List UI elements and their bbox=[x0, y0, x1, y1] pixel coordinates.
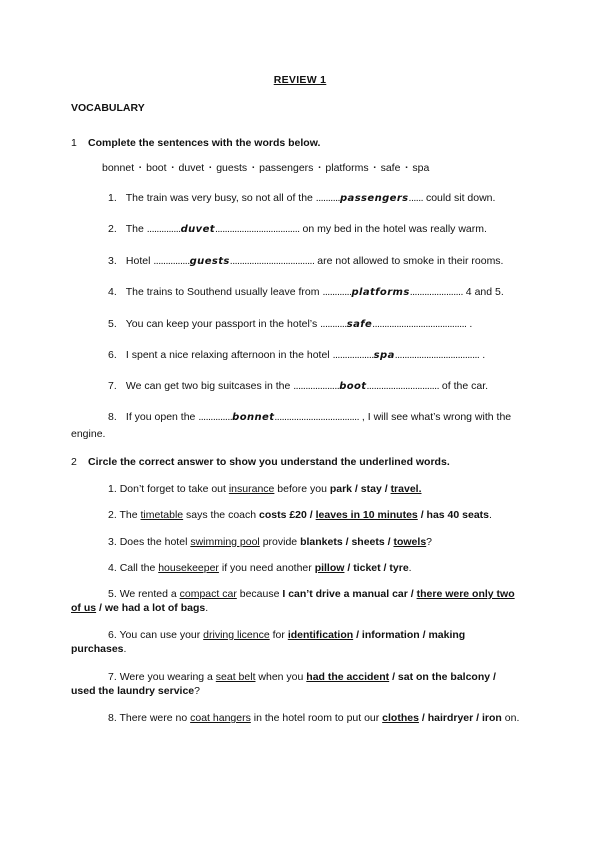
sentence-text: I spent a nice relaxing afternoon in the hotel bbox=[125, 349, 333, 361]
question-text: Were you wearing a bbox=[119, 671, 216, 683]
sentence-5 bbox=[108, 318, 472, 330]
answer-option-selected[interactable]: identification bbox=[287, 629, 354, 641]
answer-option[interactable]: sheets bbox=[351, 536, 385, 548]
exercise-instruction: Circle the correct answer to show you understand the underlined words. bbox=[88, 456, 450, 468]
answer-option[interactable]: stay bbox=[360, 483, 382, 495]
answer-option[interactable]: costs £20 bbox=[259, 509, 307, 521]
answer-option[interactable]: iron bbox=[482, 712, 502, 724]
filled-answer: platforms bbox=[351, 287, 410, 298]
blank-dots: ................................... bbox=[214, 223, 300, 235]
option-separator: / bbox=[473, 712, 482, 724]
item-number: 5. bbox=[108, 588, 117, 600]
underlined-word: coat hangers bbox=[190, 712, 251, 724]
filled-answer: bonnet bbox=[232, 412, 275, 423]
question-8 bbox=[71, 711, 521, 725]
question-1 bbox=[71, 482, 521, 496]
sentence-7 bbox=[108, 380, 488, 392]
item-number: 2. bbox=[108, 509, 117, 521]
blank-dots: ................................... bbox=[229, 255, 315, 267]
sentence-text: 4 and 5. bbox=[462, 286, 504, 298]
blank-dots: ...................... bbox=[409, 286, 463, 298]
item-number: 3. bbox=[108, 255, 117, 267]
question-text: for bbox=[269, 629, 288, 641]
answer-option-selected[interactable]: there were only two of us bbox=[71, 588, 515, 614]
question-text: Call the bbox=[119, 562, 159, 574]
answer-option[interactable]: sat on the balcony bbox=[397, 671, 491, 683]
sentence-text: are not allowed to smoke in their rooms. bbox=[314, 255, 504, 267]
underlined-word: driving licence bbox=[203, 629, 270, 641]
answer-option-selected[interactable]: leaves in 10 minutes bbox=[315, 509, 418, 521]
sentence-1 bbox=[108, 192, 495, 204]
blank-dots: ................. bbox=[332, 349, 374, 361]
filled-answer: safe bbox=[346, 319, 373, 330]
sentence-text: Hotel bbox=[125, 255, 154, 267]
question-text: The bbox=[119, 509, 141, 521]
question-text: ? bbox=[426, 536, 433, 548]
word-bank-separator: ▪ bbox=[209, 165, 212, 172]
sentence-8 bbox=[108, 411, 511, 423]
answer-option[interactable]: hairdryer bbox=[427, 712, 474, 724]
sentence-text: The bbox=[125, 223, 147, 235]
sentence-3 bbox=[108, 255, 503, 267]
question-4 bbox=[71, 561, 521, 575]
option-separator: / bbox=[389, 671, 398, 683]
underlined-word: compact car bbox=[179, 588, 237, 600]
item-number: 4. bbox=[108, 286, 117, 298]
word-bank-word: platforms bbox=[325, 162, 369, 174]
item-number: 8. bbox=[108, 712, 117, 724]
sentence-text: The train was very busy, so not all of the bbox=[125, 192, 316, 204]
word-bank-word: guests bbox=[216, 162, 248, 174]
exercise-number: 1 bbox=[71, 137, 77, 149]
filled-answer: spa bbox=[373, 350, 395, 361]
question-text: when you bbox=[255, 671, 307, 683]
blank-dots: ........... bbox=[320, 318, 347, 330]
question-text: provide bbox=[259, 536, 301, 548]
item-number: 7. bbox=[108, 380, 117, 392]
item-number: 4. bbox=[108, 562, 117, 574]
word-bank-word: bonnet bbox=[102, 162, 135, 174]
answer-option-selected[interactable]: had the accident bbox=[306, 671, 390, 683]
sentence-text: If you open the bbox=[125, 411, 199, 423]
word-bank-word: duvet bbox=[178, 162, 205, 174]
blank-dots: ................... bbox=[293, 380, 340, 392]
option-separator: / bbox=[490, 671, 496, 683]
option-separator: / bbox=[419, 629, 429, 641]
option-separator: / bbox=[352, 483, 361, 495]
question-text: Does the hotel bbox=[119, 536, 191, 548]
question-text: There were no bbox=[119, 712, 191, 724]
question-text: before you bbox=[274, 483, 330, 495]
word-bank-separator: ▪ bbox=[373, 165, 376, 172]
word-bank-word: spa bbox=[412, 162, 430, 174]
filled-answer: boot bbox=[339, 381, 367, 392]
item-number: 6. bbox=[108, 629, 117, 641]
question-text: because bbox=[236, 588, 283, 600]
section-heading: VOCABULARY bbox=[71, 102, 145, 114]
question-text: You can use your bbox=[119, 629, 204, 641]
blank-dots: .......... bbox=[315, 192, 340, 204]
word-bank-word: safe bbox=[380, 162, 401, 174]
question-text: says the coach bbox=[183, 509, 259, 521]
answer-option[interactable]: blankets bbox=[300, 536, 343, 548]
question-text: . bbox=[489, 509, 492, 521]
exercise-1-heading bbox=[71, 137, 320, 149]
blank-dots: ...... bbox=[408, 192, 424, 204]
underlined-word: housekeeper bbox=[158, 562, 219, 574]
underlined-word: timetable bbox=[140, 509, 184, 521]
sentence-8-continuation: engine. bbox=[71, 428, 106, 440]
question-text: . bbox=[205, 602, 209, 614]
item-number: 1. bbox=[108, 192, 117, 204]
option-separator: / bbox=[417, 509, 427, 521]
sentence-text: . bbox=[479, 349, 486, 361]
sentence-text: , I will see what’s wrong with the bbox=[359, 411, 512, 423]
question-6 bbox=[71, 628, 521, 656]
question-2 bbox=[71, 508, 521, 522]
question-text: We rented a bbox=[119, 588, 180, 600]
filled-answer: duvet bbox=[180, 224, 215, 235]
answer-option[interactable]: I can’t drive a manual car bbox=[282, 588, 408, 600]
answer-option[interactable]: has 40 seats bbox=[426, 509, 490, 521]
item-number: 2. bbox=[108, 223, 117, 235]
question-text: if you need another bbox=[218, 562, 315, 574]
sentence-text: . bbox=[466, 318, 473, 330]
option-separator: / bbox=[418, 712, 428, 724]
answer-option[interactable]: park bbox=[329, 483, 353, 495]
sentence-text: on my bed in the hotel was really warm. bbox=[299, 223, 487, 235]
page-title: REVIEW 1 bbox=[273, 74, 327, 86]
word-bank-word: boot bbox=[146, 162, 167, 174]
blank-dots: ....................................... bbox=[372, 318, 467, 330]
item-number: 8. bbox=[108, 411, 117, 423]
answer-option-selected[interactable]: towels bbox=[393, 536, 427, 548]
question-3 bbox=[71, 535, 521, 549]
answer-option[interactable]: used the laundry service bbox=[71, 685, 195, 697]
blank-dots: .............................. bbox=[366, 380, 439, 392]
answer-option[interactable]: ticket bbox=[353, 562, 381, 574]
option-separator: / bbox=[353, 629, 362, 641]
blank-dots: ................................... bbox=[394, 349, 480, 361]
filled-answer: passengers bbox=[339, 193, 409, 204]
question-5 bbox=[71, 587, 521, 615]
item-number: 7. bbox=[108, 671, 117, 683]
sentence-6 bbox=[108, 349, 485, 361]
blank-dots: .............. bbox=[146, 223, 181, 235]
question-text: . bbox=[408, 562, 412, 574]
question-text: Don’t forget to take out bbox=[119, 483, 229, 495]
exercise-instruction: Complete the sentences with the words below. bbox=[88, 137, 321, 149]
option-separator: / bbox=[407, 588, 417, 600]
word-bank-separator: ▪ bbox=[171, 165, 174, 172]
sentence-text: You can keep your passport in the hotel’s bbox=[125, 318, 321, 330]
item-number: 5. bbox=[108, 318, 117, 330]
option-separator: / bbox=[384, 536, 394, 548]
question-text: ? bbox=[194, 685, 200, 697]
blank-dots: ............ bbox=[322, 286, 352, 298]
option-separator: / bbox=[344, 562, 354, 574]
word-bank bbox=[102, 162, 429, 174]
item-number: 1. bbox=[108, 483, 117, 495]
item-number: 6. bbox=[108, 349, 117, 361]
underlined-word: seat belt bbox=[215, 671, 256, 683]
question-text: on. bbox=[501, 712, 520, 724]
answer-option[interactable]: information bbox=[361, 629, 420, 641]
word-bank-word: passengers bbox=[259, 162, 314, 174]
sentence-text: could sit down. bbox=[423, 192, 496, 204]
answer-option-selected[interactable]: pillow bbox=[314, 562, 345, 574]
option-separator: / bbox=[342, 536, 352, 548]
word-bank-separator: ▪ bbox=[252, 165, 255, 172]
option-separator: / bbox=[381, 483, 391, 495]
item-number: 3. bbox=[108, 536, 117, 548]
answer-option-selected[interactable]: clothes bbox=[382, 712, 419, 724]
answer-option[interactable]: we had a lot of bags bbox=[104, 602, 206, 614]
sentence-4 bbox=[108, 286, 504, 298]
blank-dots: .............. bbox=[198, 411, 233, 423]
option-separator: / bbox=[306, 509, 316, 521]
question-text: in the hotel room to put our bbox=[250, 712, 383, 724]
underlined-word: swimming pool bbox=[190, 536, 260, 548]
exercise-2-heading bbox=[71, 456, 450, 468]
word-bank-separator: ▪ bbox=[405, 165, 408, 172]
sentence-2 bbox=[108, 223, 487, 235]
option-separator: / bbox=[380, 562, 390, 574]
blank-dots: ................................... bbox=[274, 411, 359, 423]
answer-option[interactable]: making purchases bbox=[71, 629, 466, 655]
sentence-text: The trains to Southend usually leave from bbox=[125, 286, 323, 298]
option-separator: / bbox=[96, 602, 105, 614]
sentence-text: of the car. bbox=[439, 380, 489, 392]
word-bank-separator: ▪ bbox=[139, 165, 142, 172]
word-bank-separator: ▪ bbox=[318, 165, 321, 172]
filled-answer: guests bbox=[189, 256, 230, 267]
question-text: . bbox=[123, 643, 127, 655]
sentence-text: We can get two big suitcases in the bbox=[125, 380, 294, 392]
blank-dots: ............... bbox=[153, 255, 190, 267]
answer-option[interactable]: tyre bbox=[389, 562, 409, 574]
answer-option-selected[interactable]: travel. bbox=[390, 483, 422, 495]
underlined-word: insurance bbox=[228, 483, 275, 495]
exercise-number: 2 bbox=[71, 456, 77, 468]
question-7 bbox=[71, 670, 521, 698]
